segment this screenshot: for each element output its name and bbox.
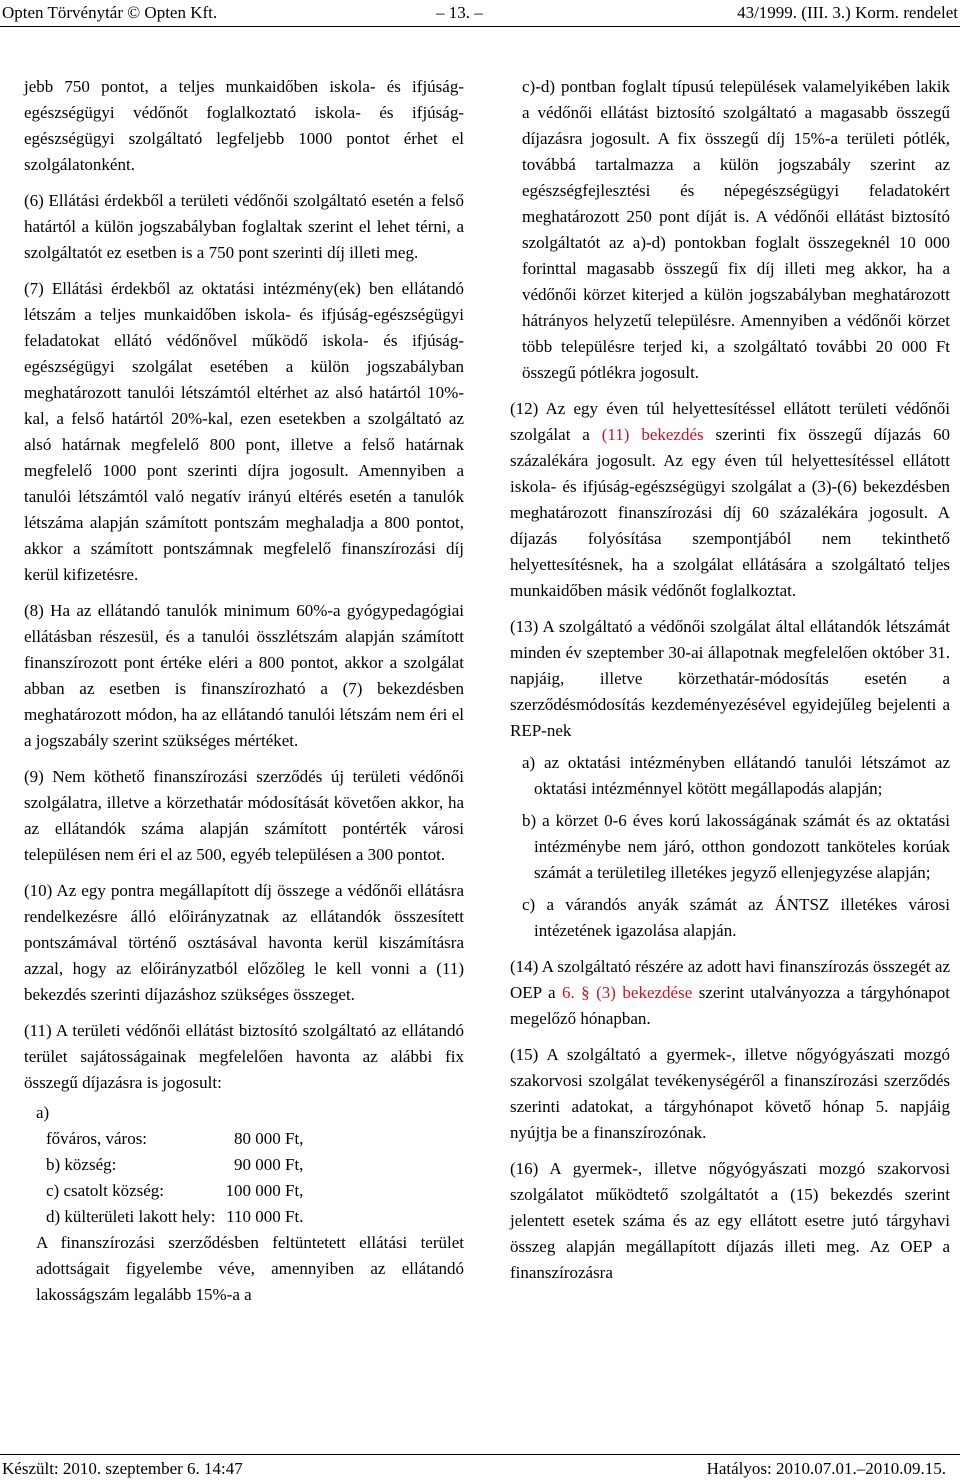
paragraph-12 (510, 396, 950, 604)
fee-label: d) külterületi lakott hely: (46, 1207, 216, 1226)
footer-rule (0, 1454, 960, 1455)
paragraph-12-text-b: szerinti fix összegű díjazás 60 százalékára jogosult. Az egy éven túl helyettesítéssel ellátott iskola- és ifjúság-egészségügyi szolgálat a (3)-(6) bekezdésben meghatározott finanszírozási díj 60 százalékára jogosult. A díjazás folyósítása szempontjából nem tekinthető helyettesítésnek, ha a szolgálat ellátására a szolgáltató teljes munkaidőben másik védőnőt foglalkoztat. (510, 425, 950, 600)
fee-row (46, 1204, 303, 1230)
paragraph-10-link[interactable]: (11) bekezdés (24, 959, 464, 1004)
paragraph-11-tail: A finanszírozási szerződésben feltüntetett ellátási terület adottságait figyelembe véve, amennyiben az ellátandó lakosságszám legalább 15%-a a (36, 1233, 464, 1304)
fee-list-label-a: a) (36, 1103, 50, 1122)
fee-label: b) község: (46, 1155, 117, 1174)
header-rule (0, 26, 960, 27)
paragraph-14-link[interactable]: 6. § (3) bekezdése (561, 983, 693, 1002)
paragraph-14-text-b: szerint utalványozza a tárgyhónapot megelőző hónapban. (510, 983, 951, 1028)
right-column (510, 74, 950, 1296)
paragraph-12-link[interactable]: (11) bekezdés (601, 425, 704, 444)
paragraph-11: (11) A területi védőnői ellátást biztosító szolgáltató az ellátandó terület sajátosságainak megfelelően havonta az alábbi fix összegű díjazásra is jogosult: (24, 1021, 464, 1092)
paragraph-10-text-b: szerinti díjazáshoz szükséges összeget. (86, 985, 355, 1004)
fee-label: főváros, város: (46, 1129, 148, 1148)
paragraph-13-b: b) a körzet 0-6 éves korú lakosságának számát és az oktatási intézménybe nem járó, otthon gondozott tanköteles korúak számát a területileg illetékes jegyző ellenjegyzése alapján; (522, 811, 950, 882)
paragraph-8: (8) Ha az ellátandó tanulók minimum 60%-a gyógypedagógiai ellátásban részesül, és a tanulói összlétszám alapján számított finanszírozott pont értéke eléri a 800 pontot, akkor a szolgálat abban az esetben is finanszírozható a (7) bekezdésben meghatározott módon, ha az ellátandó tanulói létszám nem éri el a jogszabály szerint szükséges mértéket. (24, 601, 464, 750)
fee-label: c) csatolt község: (46, 1181, 165, 1200)
paragraph-intro: jebb 750 pontot, a teljes munkaidőben iskola- és ifjúság-egészségügyi védőnőt foglalkoztató iskola- és ifjúság-egészségügyi szolgáltató legfeljebb 1000 pontot érhet el szolgálatonként. (24, 77, 464, 174)
page-footer (0, 1456, 960, 1484)
paragraph-13-a: a) az oktatási intézményben ellátandó tanulói létszámot az oktatási intézménnyel kötött megállapodás alapján; (522, 753, 950, 798)
created-date: Készült: 2010. szeptember 6. 14:47 (2, 1459, 243, 1478)
paragraph-7: (7) Ellátási érdekből az oktatási intézmény(ek) ben ellátandó létszám a teljes munkaidőben iskola- és ifjúság-egészségügyi feladatokat ellátó védőnővel működő iskola- és ifjúság-egészségügyi szolgálat esetében a külön jogszabályban meghatározott tanulói létszámtól eltérhet az alsó határtól 10%-kal, a felső határtól 20%-kal, ezen esetekben a szolgáltató az alsó határnak megfelelő 800 pont, illetve a felső határnak megfelelő 1000 pont szerinti díjra jogosult. Amennyiben a tanulói létszámtól való negatív irányú eltérés esetén a tanulók létszáma alapján számított pontszám meghaladja a 800 pontot, akkor a számított pontszámnak megfelelő finanszírozási díj kerül kifizetésre. (24, 279, 464, 584)
paragraph-12-text-a: (12) Az egy éven túl helyettesítéssel ellátott területi védőnői szolgálat a (510, 399, 950, 444)
paragraph-10-text-a: (10) Az egy pontra megállapított díj összege a védőnői ellátásra rendelkezésre álló előirányzatnak az ellátandók összesített pontszámával történő osztásával havonta kerül kiszámításra azzal, hogy az előirányzatból előzőleg le kell vonni a (24, 881, 464, 978)
page-number: – 13. – (436, 3, 483, 22)
fee-amount: 80 000 Ft, (234, 1129, 304, 1148)
paragraph-10 (24, 878, 464, 1008)
paragraph-13: (13) A szolgáltató a védőnői szolgálat által ellátandók létszámát minden év szeptember 30-ai állapotnak megfelelően október 31. napjáig, illetve körzethatár-módosítás esetén a szerződésmódosítás kezdeményezésével egyidejűleg bejelenti a REP-nek (510, 617, 950, 740)
paragraph-6: (6) Ellátási érdekből a területi védőnői szolgáltató esetén a felső határtól a külön jogszabályban foglaltak szerint el lehet térni, a szolgáltatót ez esetben is a 750 pont szerinti díj illeti meg. (24, 191, 464, 262)
paragraph-15: (15) A szolgáltató a gyermek-, illetve nőgyógyászati mozgó szakorvosi szolgálat tevékenységéről a finanszírozási szerződés szerinti adatokat, a tárgyhónapot követő hónap 5. napjáig nyújtja be a finanszírozónak. (510, 1045, 950, 1142)
publisher-label: Opten Törvénytár © Opten Kft. (2, 3, 218, 22)
fee-amount: 90 000 Ft, (234, 1155, 304, 1174)
fee-row (46, 1126, 303, 1152)
document-id: 43/1999. (III. 3.) Korm. rendelet (737, 3, 958, 22)
paragraph-11-continued: c)-d) pontban foglalt típusú települések valamelyikében lakik a védőnői ellátást biztosító szolgáltató a magasabb összegű díjazásra jogosult. A fix összegű díj 15%-a területi pótlék, továbbá tartalmazza a külön jogszabály szerint az egészségfejlesztési és népegészségügyi feladatokért meghatározott 250 pont díját is. A védőnői ellátást biztosító szolgáltatót az a)-d) pontokban foglalt összegeknél 10 000 forinttal magasabb összegű fix díj illeti meg akkor, ha a védőnői körzet kiterjed a külön jogszabályban meghatározott hátrányos helyzetű településre. Amennyiben a védőnői körzet több településre terjed ki, a szolgáltató további 20 000 Ft összegű pótlékra jogosult. (522, 77, 950, 382)
paragraph-16: (16) A gyermek-, illetve nőgyógyászati mozgó szakorvosi szolgálatot működtető szolgáltatót a (15) bekezdés szerint jelentett esetek száma és az egy ellátott esetre jutó tárgyhavi összeg alapján megállapított díjazás illeti meg. Az OEP a finanszírozásra (510, 1159, 950, 1282)
paragraph-9: (9) Nem köthető finanszírozási szerződés új területi védőnői szolgálatra, illetve a körzethatár módosítását követően akkor, ha az ellátandók száma alapján számított pontérték városi településen nem éri el az 500, egyéb településen a 300 pontot. (24, 767, 464, 864)
paragraph-14-text-a: (14) A szolgáltató részére az adott havi finanszírozás összegét az OEP a (510, 957, 950, 1002)
validity-period: Hatályos: 2010.07.01.–2010.09.15. (706, 1459, 946, 1478)
left-column (24, 74, 464, 1308)
fee-row (46, 1152, 303, 1178)
fee-table (46, 1126, 303, 1230)
fee-row (46, 1178, 303, 1204)
fee-amount: 110 000 Ft. (226, 1207, 304, 1226)
fee-amount: 100 000 Ft, (225, 1181, 304, 1200)
paragraph-13-c: c) a várandós anyák számát az ÁNTSZ illetékes városi intézetének igazolása alapján. (522, 895, 950, 940)
paragraph-14 (510, 954, 950, 1032)
